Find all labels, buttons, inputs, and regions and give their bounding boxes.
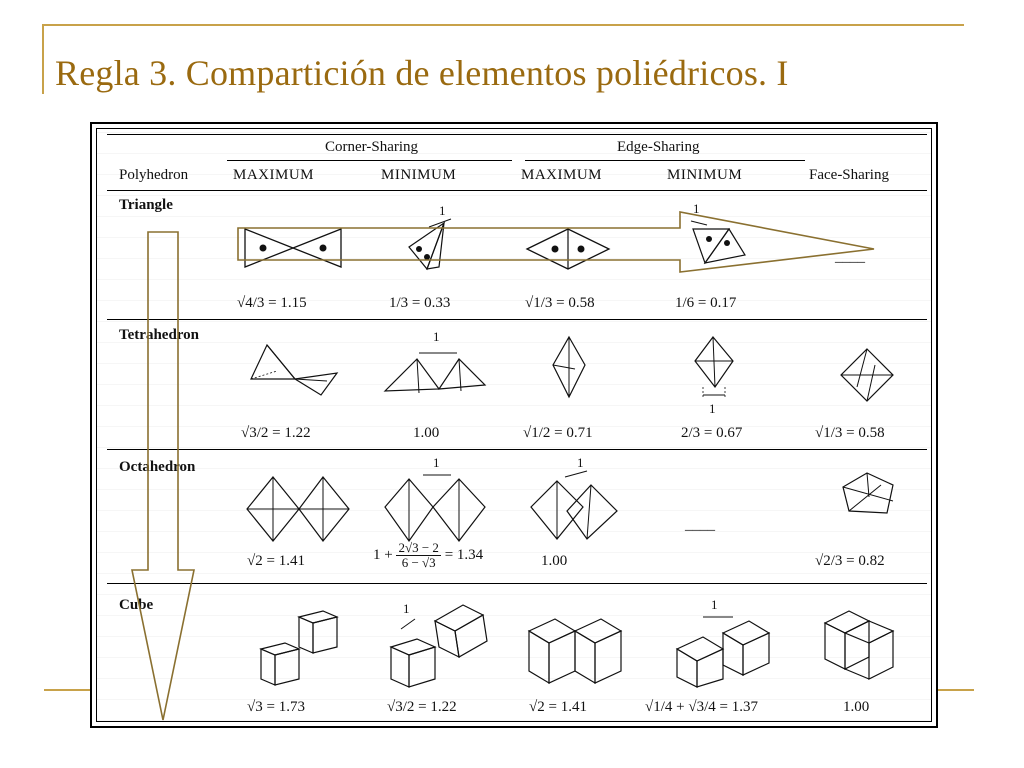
triangle-corner-max-value: √4/3 = 1.15 bbox=[237, 295, 307, 311]
table-top-rule bbox=[107, 134, 927, 135]
tetrahedron-edge-max-value: √1/2 = 0.71 bbox=[523, 425, 593, 441]
slide-top-rule bbox=[42, 24, 964, 26]
tetrahedron-edge-min-figure bbox=[691, 335, 737, 431]
octahedron-corner-min-suffix: = 1.34 bbox=[440, 546, 484, 563]
triangle-edge-max-figure bbox=[525, 227, 611, 271]
corner-group-rule bbox=[227, 160, 512, 161]
header-polyhedron: Polyhedron bbox=[119, 167, 189, 183]
octahedron-corner-min-figure bbox=[381, 455, 493, 545]
slide-title: Regla 3. Compartición de elementos poliédricos. I bbox=[55, 53, 789, 93]
cube-edge-min-figure bbox=[673, 597, 793, 689]
octahedron-corner-max-value: √2 = 1.41 bbox=[247, 553, 305, 569]
header-corner-sharing: Corner-Sharing bbox=[325, 139, 419, 155]
svg-text:1: 1 bbox=[577, 455, 584, 470]
tetrahedron-face-figure bbox=[839, 347, 895, 403]
row-label-octahedron: Octahedron bbox=[119, 459, 196, 475]
fraction-denominator: 6 − √3 bbox=[401, 555, 436, 570]
octahedron-edge-min-value: ____ bbox=[685, 517, 715, 533]
row-label-triangle: Triangle bbox=[119, 197, 173, 213]
triangle-corner-min-figure bbox=[399, 205, 469, 275]
octahedron-corner-max-figure bbox=[243, 475, 353, 545]
row-rule-1 bbox=[107, 319, 927, 320]
svg-text:1: 1 bbox=[433, 329, 440, 344]
tetrahedron-edge-min-value: 2/3 = 0.67 bbox=[681, 425, 743, 441]
octahedron-corner-min-value bbox=[373, 541, 483, 570]
svg-text:1: 1 bbox=[693, 201, 700, 216]
triangle-edge-max-value: √1/3 = 0.58 bbox=[525, 295, 595, 311]
row-label-tetrahedron: Tetrahedron bbox=[119, 327, 200, 343]
cube-face-value: 1.00 bbox=[843, 699, 870, 715]
slide-left-rule bbox=[42, 24, 44, 94]
cube-corner-min-figure bbox=[387, 599, 499, 689]
cube-face-figure bbox=[821, 607, 911, 689]
tetrahedron-corner-max-figure bbox=[247, 341, 343, 397]
tetrahedron-corner-min-value: 1.00 bbox=[413, 425, 440, 441]
triangle-corner-max-figure bbox=[243, 227, 343, 269]
sharing-table bbox=[96, 128, 932, 722]
header-edge-minimum: MINIMUM bbox=[667, 167, 743, 183]
svg-text:1: 1 bbox=[403, 601, 410, 616]
tetrahedron-edge-max-figure bbox=[549, 335, 589, 401]
fraction-numerator: 2√3 − 2 bbox=[398, 540, 439, 555]
triangle-edge-min-figure bbox=[685, 199, 749, 273]
header-edge-sharing: Edge-Sharing bbox=[617, 139, 700, 155]
tetrahedron-face-value: √1/3 = 0.58 bbox=[815, 425, 885, 441]
svg-text:1: 1 bbox=[711, 597, 718, 612]
svg-text:1: 1 bbox=[709, 401, 716, 416]
row-label-cube: Cube bbox=[119, 597, 154, 613]
octahedron-face-value: √2/3 = 0.82 bbox=[815, 553, 885, 569]
row-rule-3 bbox=[107, 583, 927, 584]
cube-edge-max-figure bbox=[525, 617, 625, 689]
triangle-face-value: ____ bbox=[835, 249, 865, 265]
header-face-sharing: Face-Sharing bbox=[809, 167, 889, 183]
cube-corner-min-value: √3/2 = 1.22 bbox=[387, 699, 457, 715]
tetrahedron-corner-max-value: √3/2 = 1.22 bbox=[241, 425, 311, 441]
cube-corner-max-value: √3 = 1.73 bbox=[247, 699, 305, 715]
header-corner-maximum: MAXIMUM bbox=[233, 167, 315, 183]
triangle-edge-min-value: 1/6 = 0.17 bbox=[675, 295, 737, 311]
octahedron-corner-min-fraction bbox=[396, 541, 440, 570]
svg-text:1: 1 bbox=[439, 203, 446, 218]
triangle-corner-min-value: 1/3 = 0.33 bbox=[389, 295, 451, 311]
octahedron-edge-max-figure bbox=[527, 455, 623, 545]
header-bottom-rule bbox=[107, 190, 927, 191]
octahedron-face-figure bbox=[841, 471, 897, 517]
edge-group-rule bbox=[525, 160, 805, 161]
cube-corner-max-figure bbox=[257, 603, 355, 689]
sharing-table-image bbox=[90, 122, 938, 728]
header-corner-minimum: MINIMUM bbox=[381, 167, 457, 183]
cube-edge-max-value: √2 = 1.41 bbox=[529, 699, 587, 715]
octahedron-corner-min-prefix: 1 + bbox=[373, 546, 397, 563]
octahedron-edge-max-value: 1.00 bbox=[541, 553, 568, 569]
row-rule-2 bbox=[107, 449, 927, 450]
svg-text:1: 1 bbox=[433, 455, 440, 470]
tetrahedron-corner-min-figure bbox=[381, 329, 491, 399]
cube-edge-min-value: √1/4 + √3/4 = 1.37 bbox=[645, 699, 758, 715]
header-edge-maximum-label: MAXIMUM bbox=[521, 167, 603, 183]
